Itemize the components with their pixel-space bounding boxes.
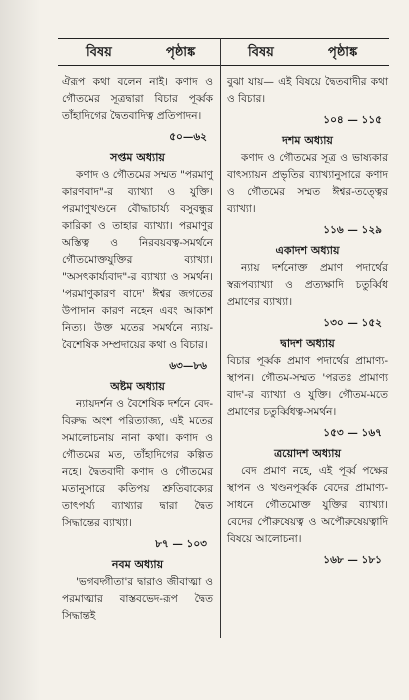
chapter-8-title: অষ্টম অধ্যায় [110, 380, 165, 393]
header-right-page: পৃষ্ঠাঙ্ক [328, 45, 358, 60]
chapter-11-range: ১৩০ — ১৫২ [323, 317, 382, 329]
chapter-7-title: সপ্তম অধ্যায় [110, 151, 165, 164]
right-column [227, 74, 388, 572]
right-intro-range: ১০৪ — ১১৫ [323, 114, 382, 126]
scan-shadow [0, 0, 40, 700]
chapter-11-title: একাদশ অধ্যায় [275, 244, 340, 257]
table-header [58, 38, 389, 66]
chapter-12-title: দ্বাদশ অধ্যায় [280, 337, 335, 350]
chapter-12-text: বিচার পূর্ব্বক প্রমাণ পদার্থের প্রামাণ্য-স্থাপন। গৌতম-সম্মত 'পরতঃ প্রামাণ্য বাদ'-র ব্যাখ্যা ও যুক্তি। গৌতম-মতে প্রমাণের চতুর্ব্বিধত্ব-সমর্থন। [227, 355, 388, 418]
right-intro-text: বুঝা যায়— এই বিষয়ে দ্বৈতবাদীর কথা ও বিচার। [227, 76, 388, 105]
chapter-7-range: ৬৩—৮৬ [169, 360, 207, 372]
chapter-7-text: কণাদ ও গৌতমের সম্মত "পরমাণু কারণবাদ"-র ব্যাখ্যা ও যুক্তি। পরমাণুখণ্ডনে বৌদ্ধাচার্য্য বসুবন্ধুর কারিকা ও তাহার ব্যাখ্যা। পরমাণুর অস্তিত্ব ও নিরবয়বত্ব-সমর্থনে গৌতমোক্তযুক্তির ব্যাখ্যা। "অসৎকার্য্যবাদ"-র ব্যাখ্যা ও সমর্থন। 'পরমাণুকারণ বাদে' ঈশ্বর জগতের উপাদান কারণ নহেন এবং আকাশ নিত্য। উক্ত মতের সমর্থনে ন্যায়-বৈশেষিক সম্প্রদায়ের কথা ও বিচার। [62, 169, 213, 351]
left-intro-text: ঐরূপ কথা বলেন নাই। কণাদ ও গৌতমের সূত্রদ্বারা বিচার পূর্ব্বক তাঁহাদিগের দ্বৈতবাদিত্ব প্রতিপাদন। [62, 76, 213, 122]
left-column [62, 74, 213, 625]
header-right-subject: বিষয় [248, 45, 274, 60]
header-left-subject: বিষয় [86, 45, 112, 60]
chapter-11-text: ন্যায় দর্শনোক্ত প্রমাণ পদার্থের স্বরূপব্যাখ্যা ও প্রত্যক্ষাদি চতুর্ব্বিধ প্রমাণের ব্যাখ্যা। [227, 262, 388, 308]
chapter-13-text: বেদ প্রমাণ নহে, এই পূর্ব্ব পক্ষের স্থাপন ও খণ্ডনপূর্ব্বক বেদের প্রামাণ্য-সাধনে গৌতমোক্ত যুক্তির ব্যাখ্যা। বেদের পৌরুষেয়ত্ব ও অপৌরুষেয়ত্বাদি বিষয়ে আলোচনা। [227, 465, 388, 545]
column-divider [220, 38, 221, 638]
chapter-8-text: ন্যায়দর্শন ও বৈশেষিক দর্শনে বেদ-বিরুদ্ধ অংশ পরিত্যাজ্য, এই মতের সমালোচনায় নানা কথা। কণাদ ও গৌতমের মত, তাঁহাদিগের কল্পিত নহে। দ্বৈতবাদী কণাদ ও গৌতমের মতানুসারে কতিপয় শ্রুতিবাক্যের তাৎপর্য্য ব্যাখ্যার দ্বারা দ্বৈত সিদ্ধান্তের ব্যাখ্যা। [62, 398, 213, 529]
left-intro-range: ৫০—৬২ [169, 131, 207, 143]
chapter-10-title: দশম অধ্যায় [282, 134, 333, 147]
chapter-13-title: ত্রয়োদশ অধ্যায় [274, 447, 341, 460]
chapter-12-range: ১৫৩ — ১৬৭ [323, 427, 382, 439]
chapter-13-range: ১৬৮ — ১৮১ [323, 554, 382, 566]
chapter-8-range: ৮৭ — ১০৩ [155, 538, 207, 550]
header-left-page: পৃষ্ঠাঙ্ক [166, 45, 196, 60]
chapter-10-text: কণাদ ও গৌতমের সূত্র ও ভাষ্যকার বাৎস্যায়ন প্রভৃতির ব্যাখ্যানুসারে কণাদ ও গৌতমের সম্মত ঈশ্বর-তত্ত্বের ব্যাখ্যা। [227, 152, 388, 215]
chapter-10-range: ১১৬ — ১২৯ [323, 224, 382, 236]
chapter-9-text: 'ভগবদ্গীতা'র দ্বারাও জীবাত্মা ও পরমাত্মার বাস্তবভেদ-রূপ দ্বৈত সিদ্ধান্তই [62, 576, 213, 622]
chapter-9-title: নবম অধ্যায় [111, 558, 164, 571]
